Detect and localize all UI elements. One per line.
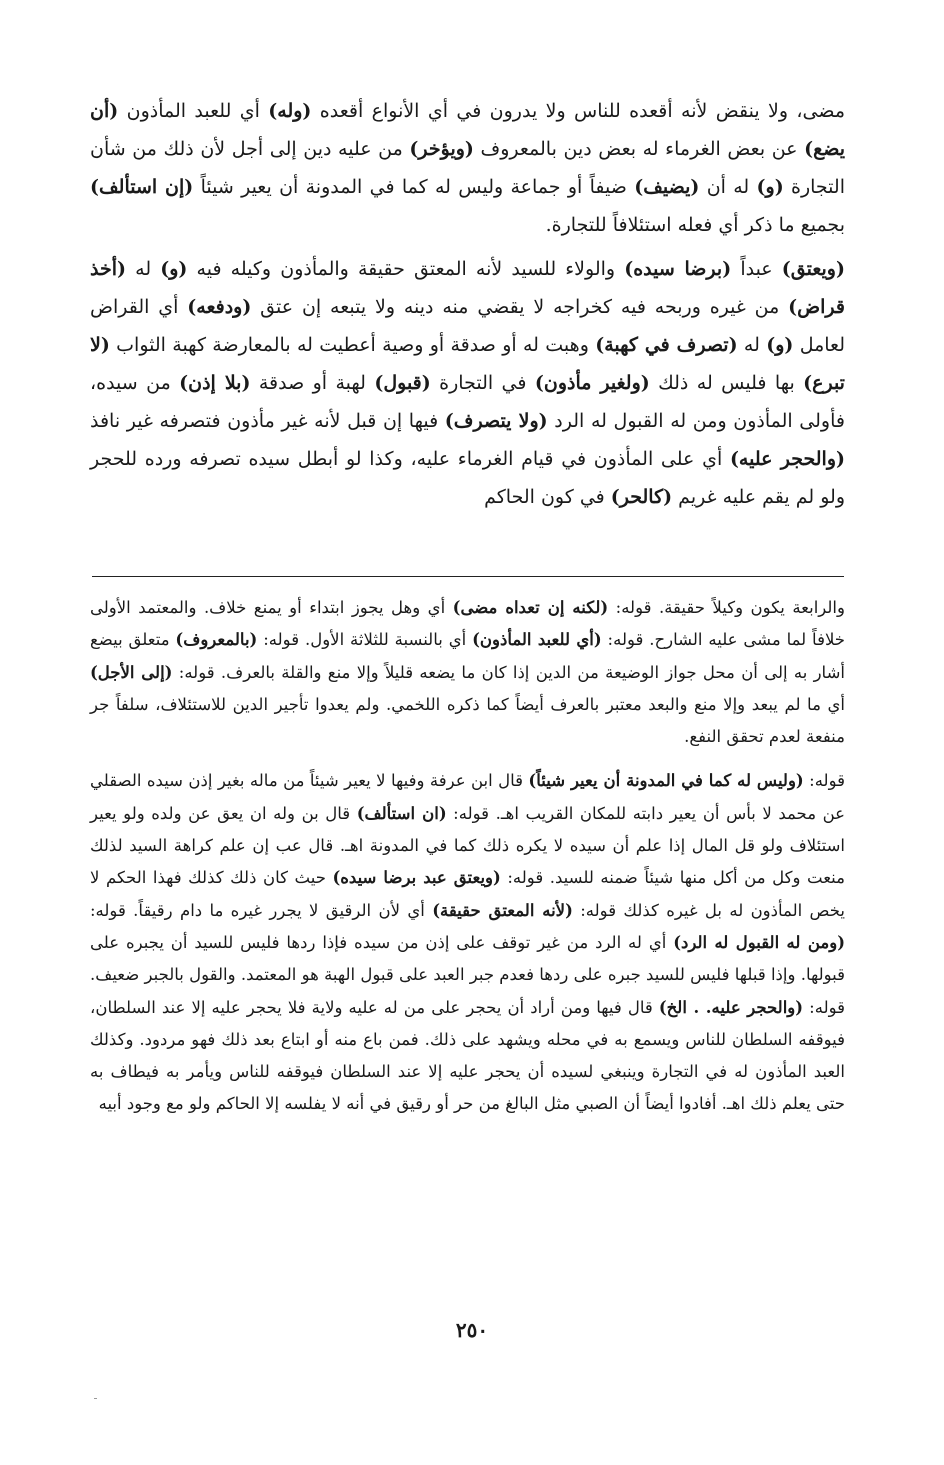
bold-phrase: (إلى الأجل) (90, 662, 173, 682)
text-run: فيها إن قبل لأنه غير مأذون فتصرفه غير نافذ (90, 410, 445, 432)
bold-phrase: (و) (766, 334, 794, 356)
footnote-paragraph-1 (90, 592, 845, 753)
footnote-paragraph-2 (90, 765, 845, 1120)
bold-phrase: (ويؤخر) (409, 138, 474, 160)
text-run: في التجارة (430, 372, 535, 394)
text-run: من عليه دين إلى أجل لأن ذلك من شأن التجارة (90, 138, 845, 198)
bold-phrase: (تصرف في كهبة) (595, 334, 738, 356)
text-run: عبداً (731, 258, 782, 280)
text-run: قال ابن عرفة وفيها لا يعير شيئاً من ماله بغير إذن سيده الصقلي عن محمد لا بأس أن يعير دابته للمكان القريب اهـ. قوله: (90, 771, 845, 823)
bold-phrase: (برضا سيده) (624, 258, 732, 280)
text-run: من سيده، فأولى المأذون ومن له القبول له الرد (90, 372, 845, 432)
text-run: في كون الحاكم (484, 486, 611, 508)
text-run: وهبت له أو صدقة أو وصية أعطيت له بالمعارضة كهبة الثواب (109, 334, 596, 356)
page-number: ٢٥٠ (455, 1318, 489, 1342)
bold-phrase: (بالمعروف) (175, 630, 258, 650)
text-run: حيث كان ذلك كذلك فهذا الحكم لا يخص المأذون له بل غيره كذلك قوله: (90, 868, 845, 920)
scan-mark (94, 1398, 97, 1399)
text-run: أي لأن الرقيق لا يجرر غيره ما دام رقيقاً. قوله: (90, 900, 433, 920)
footnote-separator-line (92, 576, 844, 577)
text-run: ضيفاً أو جماعة وليس له كما في المدونة أن يعير شيئاً (193, 176, 635, 198)
bold-phrase: (ويعتق) (781, 258, 845, 280)
bold-phrase: (و) (756, 176, 784, 198)
bold-phrase: (لأنه المعتق حقيقة) (432, 900, 573, 920)
text-run: قوله: (803, 771, 845, 791)
text-run: أي على المأذون في قيام الغرماء عليه، وكذا لو أبطل سيده تصرفه ورده للحجر ولو لم يقم عليه غريم (90, 448, 845, 508)
bold-phrase: (ويعتق عبد برضا سيده) (332, 868, 501, 888)
main-paragraph-2 (90, 250, 845, 516)
text-run: لهبة أو صدقة (250, 372, 375, 394)
bold-phrase: (ولغير مأذون) (534, 372, 650, 394)
footnotes-block (90, 592, 845, 1121)
text-run: والولاء للسيد لأنه المعتق حقيقة والمأذون وكيله فيه (187, 258, 625, 280)
bold-phrase: (ومن له القبول له الرد) (673, 932, 845, 952)
bold-phrase: (أن يضع) (90, 100, 845, 160)
text-run: بها فليس له ذلك (649, 372, 804, 394)
text-run: أي وهل يجوز ابتداء أو يمنع خلاف. والمعتمد الأولى خلافاً لما مشى عليه الشارح. قوله: (90, 598, 845, 650)
bold-phrase: (و) (160, 258, 188, 280)
text-run: من غيره وربحه فيه كخراجه لا يقضي منه دينه ولا يتبعه إن عتق (251, 296, 789, 318)
bold-phrase: (أخذ قراض) (90, 258, 845, 318)
text-run: متعلق بيضع أشار به إلى أن محل جواز الوضيعة من الدين إذا كان ما يضعه قليلاً وإلا منع والقلة بالعرف. قوله: (90, 630, 845, 682)
text-run: له (126, 258, 161, 280)
text-run: والرابعة يكون وكيلاً حقيقة. قوله: (608, 598, 845, 617)
bold-phrase: (وليس له كما في المدونة أن يعير شيئاً) (528, 771, 804, 791)
bold-phrase: (والحجر عليه) (729, 448, 845, 470)
text-run: أي للعبد المأذون (118, 100, 269, 122)
bold-phrase: (ولا يتصرف) (444, 410, 548, 432)
bold-phrase: (ان استألف) (356, 803, 447, 823)
text-run: عن بعض الغرماء له بعض دين بالمعروف (473, 138, 805, 160)
bold-phrase: (إن استألف) (90, 176, 194, 198)
bold-phrase: (قبول) (374, 372, 431, 394)
main-text-block (90, 92, 845, 516)
bold-phrase: (كالحر) (610, 486, 673, 508)
bold-phrase: (وله) (268, 100, 312, 122)
main-paragraph-1 (90, 92, 845, 244)
bold-phrase: (يضيف) (634, 176, 700, 198)
bold-phrase: (والحجر عليه. . الخ) (658, 997, 804, 1017)
bold-phrase: (بلا إذن) (179, 372, 251, 394)
bold-phrase: (لا تبرع) (90, 334, 845, 394)
text-run: قال بن وله ان يعق عن ولده ولو يعير استئلاف ولو قل المال إذا علم أن سيده لا يكره ذلك كما في المدونة اهـ. قال عب إن علم كراهة السيد لذلك منعت وكل من أكل منها شيئاً ضمنه للسيد. قوله: (90, 803, 845, 888)
text-run: مضى، ولا ينقض لأنه أقعده للناس ولا يدرون في أي الأنواع أقعده (311, 100, 845, 122)
text-run: أي ما لم يبعد وإلا منع والبعد معتبر بالعرف أيضاً كما ذكره اللخمي. ولم يعدوا تأجير الدين للاستئلاف، سلفاً جر منفعة لعدم تحقق النفع. (90, 694, 845, 747)
bold-phrase: (لكنه إن تعداه مضى) (452, 598, 609, 617)
text-run: أي له الرد من غير توقف على إذن من سيده فإذا ردها فليس للسيد أن يجبره على قبولها. وإذا قبلها فليس للسيد جبره على ردها فعدم جبر العبد على قبول الهبة هو المعتمد. والقول بالجبر ضعيف. قوله: (90, 932, 846, 1017)
text-run: أي القراض لعامل (90, 296, 846, 356)
text-run: بجميع ما ذكر أي فعله استئلافاً للتجارة. (545, 214, 845, 236)
bold-phrase: (ودفعه) (187, 296, 252, 318)
text-run: له أن (699, 176, 757, 198)
text-run: أي بالنسبة للثلاثة الأول. قوله: (257, 630, 473, 650)
text-run: له (737, 334, 767, 356)
text-run: قال فيها ومن أراد أن يحجر على من له عليه ولاية فلا يحجر عليه إلا عند السلطان، فيوقفه السلطان للناس ويسمع به في محله ويشهد على ذلك. فمن باع منه أو ابتاع بعد ذلك فهو مردود. وكذلك العبد المأذون له في التجارة وينبغي لسيده أن يحجر عليه إلا عند السلطان فيوقفه للناس ويأمر به فيطاف به حتى يعلم ذلك اهـ. أفادوا أيضاً أن الصبي مثل البالغ من حر أو رقيق في أنه لا يفلسه إلا الحاكم ولو مع وجود أبيه (90, 997, 845, 1114)
bold-phrase: (أي للعبد المأذون) (472, 630, 602, 650)
